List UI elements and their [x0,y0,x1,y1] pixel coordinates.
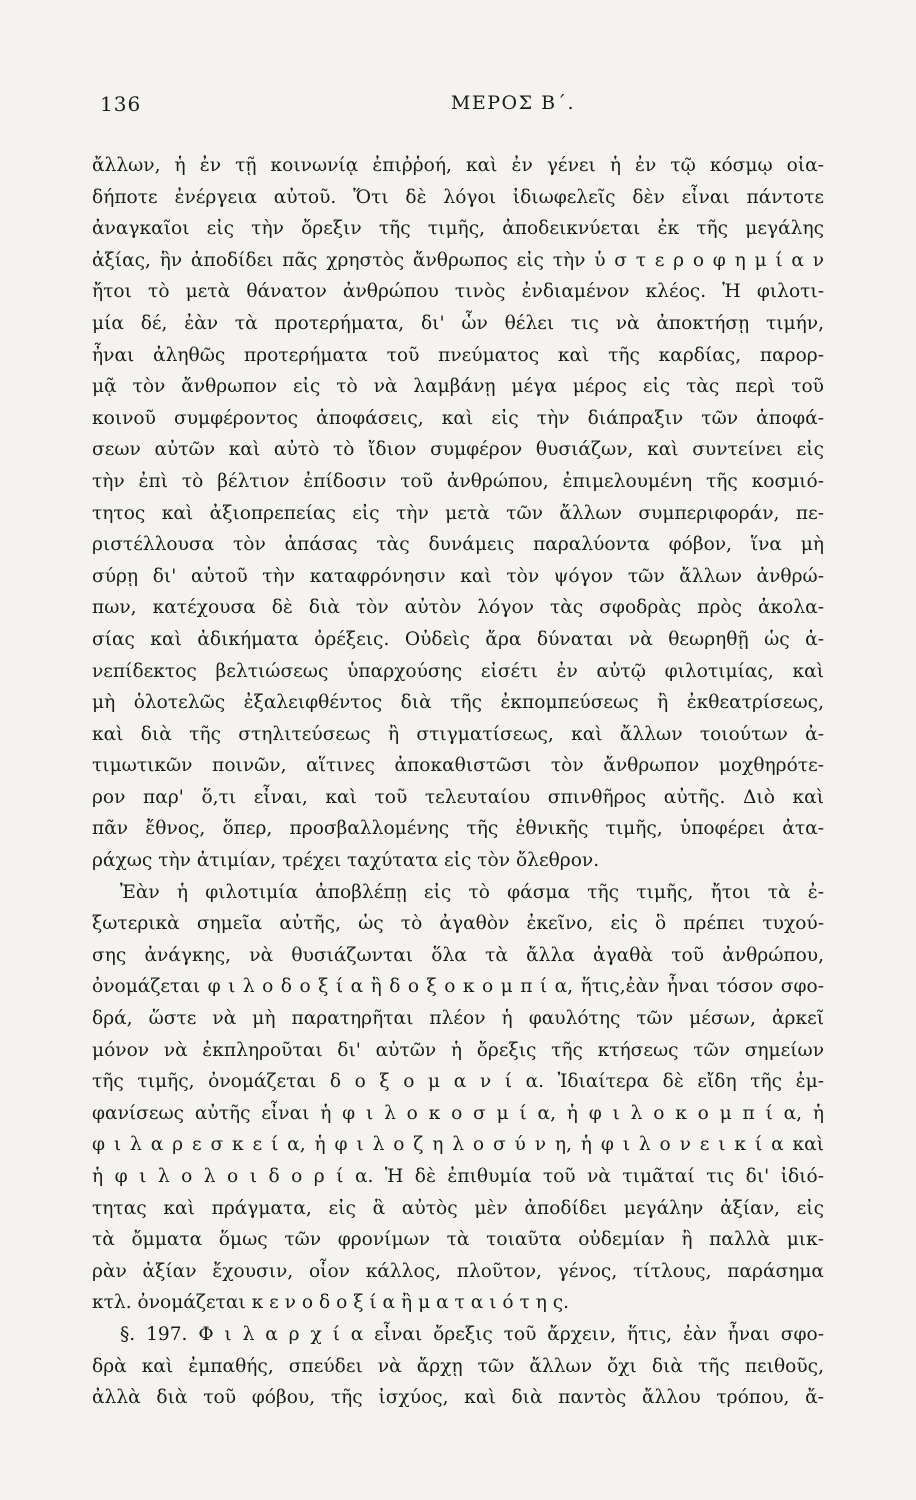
text-line: πων, κατέχουσα δὲ διὰ τὸν αὐτὸν λόγον τὰς σφοδρὰς πρὸς ἀκολα- [92,597,824,619]
text-line: σεων αὐτῶν καὶ αὐτὸ τὸ ἴδιον συμφέρον θυσιάζων, καὶ συντείνει εἰς [92,439,824,461]
paragraph-end-line: κτλ. ὀνομάζεται κ ε ν ο δ ο ξ ί α ἢ μ α τ α ι ό τ η ς. [92,1292,570,1314]
text-line: καὶ διὰ τῆς στηλιτεύσεως ἢ στιγματίσεως, καὶ ἄλλων τοιούτων ἀ- [92,723,824,745]
text-line: ἄλλων, ἡ ἐν τῇ κοινωνίᾳ ἐπιῤῥοή, καὶ ἐν γένει ἡ ἐν τῷ κόσμῳ οἱα- [92,155,824,176]
text-line: μὴ ὁλοτελῶς ἐξαλειφθέντος διὰ τῆς ἐκπομπεύσεως ἢ ἐκθεατρίσεως, [92,692,824,714]
body-text [92,150,824,1414]
text-line: ρὰν ἀξίαν ἔχουσιν, οἷον κάλλος, πλοῦτον, γένος, τίτλους, παράσημα [92,1260,824,1282]
text-line: ἀναγκαῖοι εἰς τὴν ὄρεξιν τῆς τιμῆς, ἀποδεικνύεται ἐκ τῆς μεγάλης [92,218,824,240]
paragraph-start-line: Ἐὰν ἡ φιλοτιμία ἀποβλέπῃ εἰς τὸ φάσμα τῆς τιμῆς, ἤτοι τὰ ἐ- [120,881,824,903]
text-line: ὀνομάζεται φ ι λ ο δ ο ξ ί α ἢ δ ο ξ ο κ ο μ π ί α, ἥτις,ἐὰν ἦναι τόσον σφο- [92,976,824,998]
text-line: σύρῃ δι' αὐτοῦ τὴν καταφρόνησιν καὶ τὸν ψόγον τῶν ἄλλων ἀνθρώ- [92,565,824,587]
text-line: τὰ ὄμματα ὅμως τῶν φρονίμων τὰ τοιαῦτα οὐδεμίαν ἢ παλλὰ μικ- [92,1229,824,1251]
text-line: ἀλλὰ διὰ τοῦ φόβου, τῆς ἰσχύος, καὶ διὰ παντὸς ἄλλου τρόπου, ἄ- [92,1387,824,1409]
text-line: τῆς τιμῆς, ὀνομάζεται δ ο ξ ο μ α ν ί α. Ἰδιαίτερα δὲ εἴδη τῆς ἐμ- [92,1071,824,1093]
text-line: πᾶν ἔθνος, ὅπερ, προσβαλλομένης τῆς ἐθνικῆς τιμῆς, ὑποφέρει ἀτα- [92,818,824,840]
running-title: ΜΕΡΟΣ Β΄. [450,92,576,114]
text-line: τὴν ἐπὶ τὸ βέλτιον ἐπίδοσιν τοῦ ἀνθρώπου, ἐπιμελουμένη τῆς κοσμιό- [92,470,824,492]
text-line: δρά, ὥστε νὰ μὴ παρατηρῆται πλέον ἡ φαυλότης τῶν μέσων, ἀρκεῖ [92,1008,824,1030]
text-line: ἦναι ἀληθῶς προτερήματα τοῦ πνεύματος καὶ τῆς καρδίας, παρορ- [92,344,824,366]
text-line: ρον παρ' ὅ,τι εἶναι, καὶ τοῦ τελευταίου σπινθῆρος αὐτῆς. Διὸ καὶ [92,786,824,808]
text-line: σίας καὶ ἀδικήματα ὀρέξεις. Οὐδεὶς ἄρα δύναται νὰ θεωρηθῇ ὡς ἀ- [92,628,824,650]
text-line: ἤτοι τὸ μετὰ θάνατον ἀνθρώπου τινὸς ἐνδιαμένον κλέος. Ἡ φιλοτι- [92,281,824,303]
section-start-line: §. 197. Φ ι λ α ρ χ ί α εἶναι ὄρεξις τοῦ ἄρχειν, ἥτις, ἐὰν ἦναι σφο- [120,1323,824,1345]
text-line: ἡ φ ι λ ο λ ο ι δ ο ρ ί α. Ἡ δὲ ἐπιθυμία τοῦ νὰ τιμᾶταί τις δι' ἰδιό- [92,1166,824,1187]
text-line: φανίσεως αὐτῆς εἶναι ἡ φ ι λ ο κ ο σ μ ί α, ἡ φ ι λ ο κ ο μ π ί α, ἡ [92,1102,824,1124]
text-line: κοινοῦ συμφέροντος ἀποφάσεις, καὶ εἰς τὴν διάπραξιν τῶν ἀποφά- [92,407,824,429]
text-line: μᾷ τὸν ἄνθρωπον εἰς τὸ νὰ λαμβάνῃ μέγα μέρος εἰς τὰς περὶ τοῦ [92,376,824,398]
text-line: σης ἀνάγκης, νὰ θυσιάζωνται ὅλα τὰ ἄλλα ἀγαθὰ τοῦ ἀνθρώπου, [92,944,824,966]
text-line: μία δέ, ἐὰν τὰ προτερήματα, δι' ὧν θέλει τις νὰ ἀποκτήσῃ τιμήν, [92,312,824,334]
paragraph-end-line: ράχως τὴν ἀτιμίαν, τρέχει ταχύτατα εἰς τὸν ὄλεθρον. [92,850,600,872]
text-line: τητος καὶ ἀξιοπρεπείας εἰς τὴν μετὰ τῶν ἄλλων συμπεριφοράν, πε- [92,502,824,524]
text-line: τιμωτικῶν ποινῶν, αἵτινες ἀποκαθιστῶσι τὸν ἄνθρωπον μοχθηρότε- [92,755,824,777]
text-line: φ ι λ α ρ ε σ κ ε ί α, ἡ φ ι λ ο ζ η λ ο σ ύ ν η, ἡ φ ι λ ο ν ε ι κ ί α καὶ [92,1134,824,1156]
text-line: δήποτε ἐνέργεια αὐτοῦ. Ὅτι δὲ λόγοι ἰδιωφελεῖς δὲν εἶναι πάντοτε [92,186,824,208]
page-header [92,92,824,122]
page-number: 136 [100,92,142,116]
text-line: τητας καὶ πράγματα, εἰς ἃ αὐτὸς μὲν ἀποδίδει μεγάλην ἀξίαν, εἰς [92,1197,824,1219]
text-line: μόνον νὰ ἐκπληροῦται δι' αὐτῶν ἡ ὄρεξις τῆς κτήσεως τῶν σημείων [92,1039,824,1061]
text-line: ριστέλλουσα τὸν ἀπάσας τὰς δυνάμεις παραλύοντα φόβον, ἵνα μὴ [92,534,824,556]
text-line: νεπίδεκτος βελτιώσεως ὑπαρχούσης εἰσέτι ἐν αὐτῷ φιλοτιμίας, καὶ [92,660,824,682]
text-line: ξωτερικὰ σημεῖα αὐτῆς, ὡς τὸ ἀγαθὸν ἐκεῖνο, εἰς ὃ πρέπει τυχού- [92,913,824,935]
text-line: ἀξίας, ἣν ἀποδίδει πᾶς χρηστὸς ἄνθρωπος εἰς τὴν ὑ σ τ ε ρ ο φ η μ ί α ν [92,249,824,271]
text-line: δρὰ καὶ ἐμπαθής, σπεύδει νὰ ἄρχῃ τῶν ἄλλων ὄχι διὰ τῆς πειθοῦς, [92,1355,824,1377]
